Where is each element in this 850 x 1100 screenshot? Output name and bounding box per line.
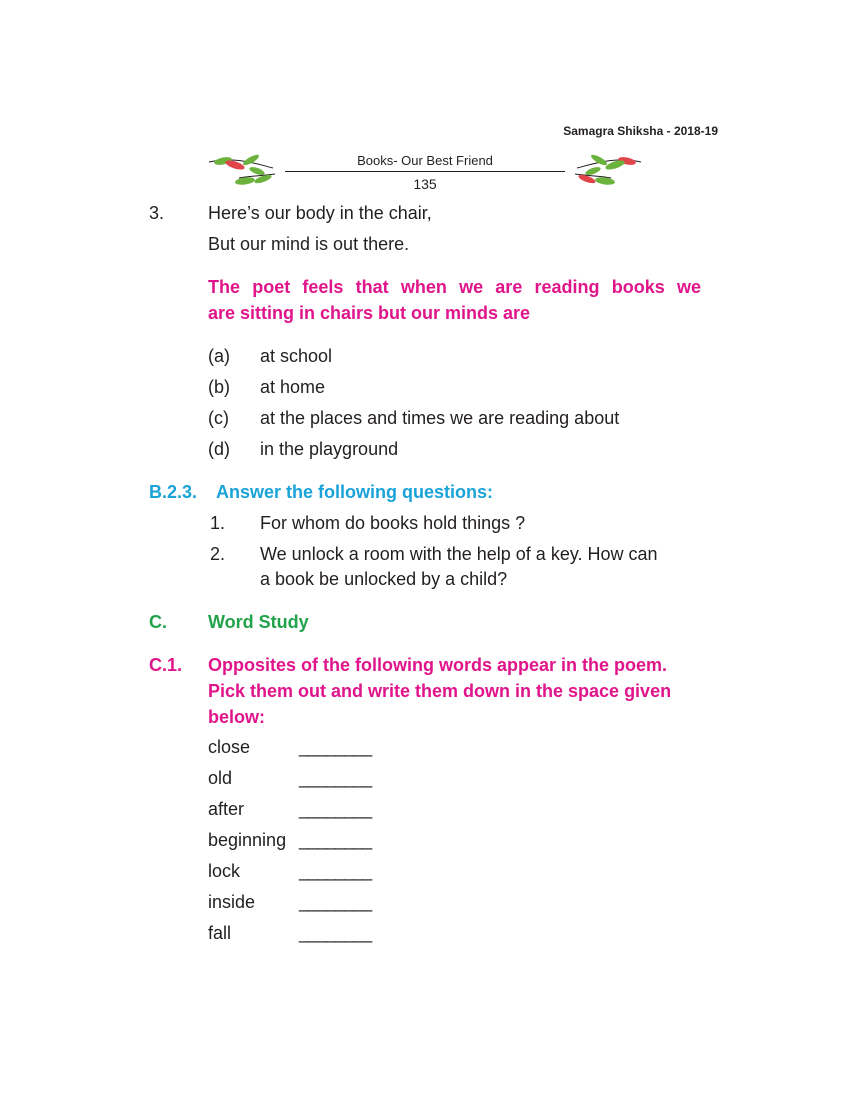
chapter-title: Books- Our Best Friend — [357, 153, 493, 168]
word-beginning: beginning — [208, 830, 287, 850]
answer-blank: ________ — [299, 923, 372, 943]
answer-blank: ________ — [299, 861, 372, 881]
option-a-text: at school — [260, 346, 333, 366]
word-old: old — [208, 768, 233, 788]
b23-q2-line2: a book be unlocked by a child? — [260, 569, 508, 589]
page-number: 135 — [413, 176, 437, 192]
q3-number: 3. — [149, 203, 165, 223]
option-a-label: (a) — [208, 346, 230, 366]
answer-blank: ________ — [299, 768, 372, 788]
word-fall: fall — [208, 923, 232, 943]
c1-number: C.1. — [149, 655, 183, 675]
answer-blank: ________ — [299, 892, 372, 912]
header-rule — [285, 171, 565, 172]
b23-q2-line1: We unlock a room with the help of a key. How can — [260, 544, 658, 564]
answer-blank: ________ — [299, 737, 372, 757]
c1-line3: below: — [208, 707, 265, 727]
q3-line1: Here’s our body in the chair, — [208, 203, 432, 223]
c-heading: Word Study — [208, 612, 309, 632]
option-c-text: at the places and times we are reading about — [260, 408, 620, 428]
b23-heading: Answer the following questions: — [216, 482, 494, 502]
c1-line2: Pick them out and write them down in the space given — [208, 681, 672, 701]
answer-blank: ________ — [299, 799, 372, 819]
answer-blank: ________ — [299, 830, 372, 850]
option-d-label: (d) — [208, 439, 230, 459]
c1-line1: Opposites of the following words appear in the poem. — [208, 655, 668, 675]
b23-number: B.2.3. — [149, 482, 198, 502]
c-number: C. — [149, 612, 167, 632]
option-d-text: in the playground — [260, 439, 399, 459]
word-after: after — [208, 799, 245, 819]
q3-prompt-line1: The poet feels that when we are reading books we — [208, 277, 701, 297]
option-b-label: (b) — [208, 377, 230, 397]
q3-prompt-line2: are sitting in chairs but our minds are — [208, 303, 531, 323]
q3-line2: But our mind is out there. — [208, 234, 410, 254]
b23-q1-number: 1. — [210, 513, 226, 533]
leaf-ornament-right-icon — [573, 152, 645, 190]
b23-q1-text: For whom do books hold things ? — [260, 513, 526, 533]
word-close: close — [208, 737, 251, 757]
chapter-banner — [205, 150, 645, 192]
word-lock: lock — [208, 861, 241, 881]
b23-q2-number: 2. — [210, 544, 226, 564]
option-c-label: (c) — [208, 408, 229, 428]
word-inside: inside — [208, 892, 256, 912]
publisher-label: Samagra Shiksha - 2018-19 — [563, 124, 718, 138]
option-b-text: at home — [260, 377, 326, 397]
